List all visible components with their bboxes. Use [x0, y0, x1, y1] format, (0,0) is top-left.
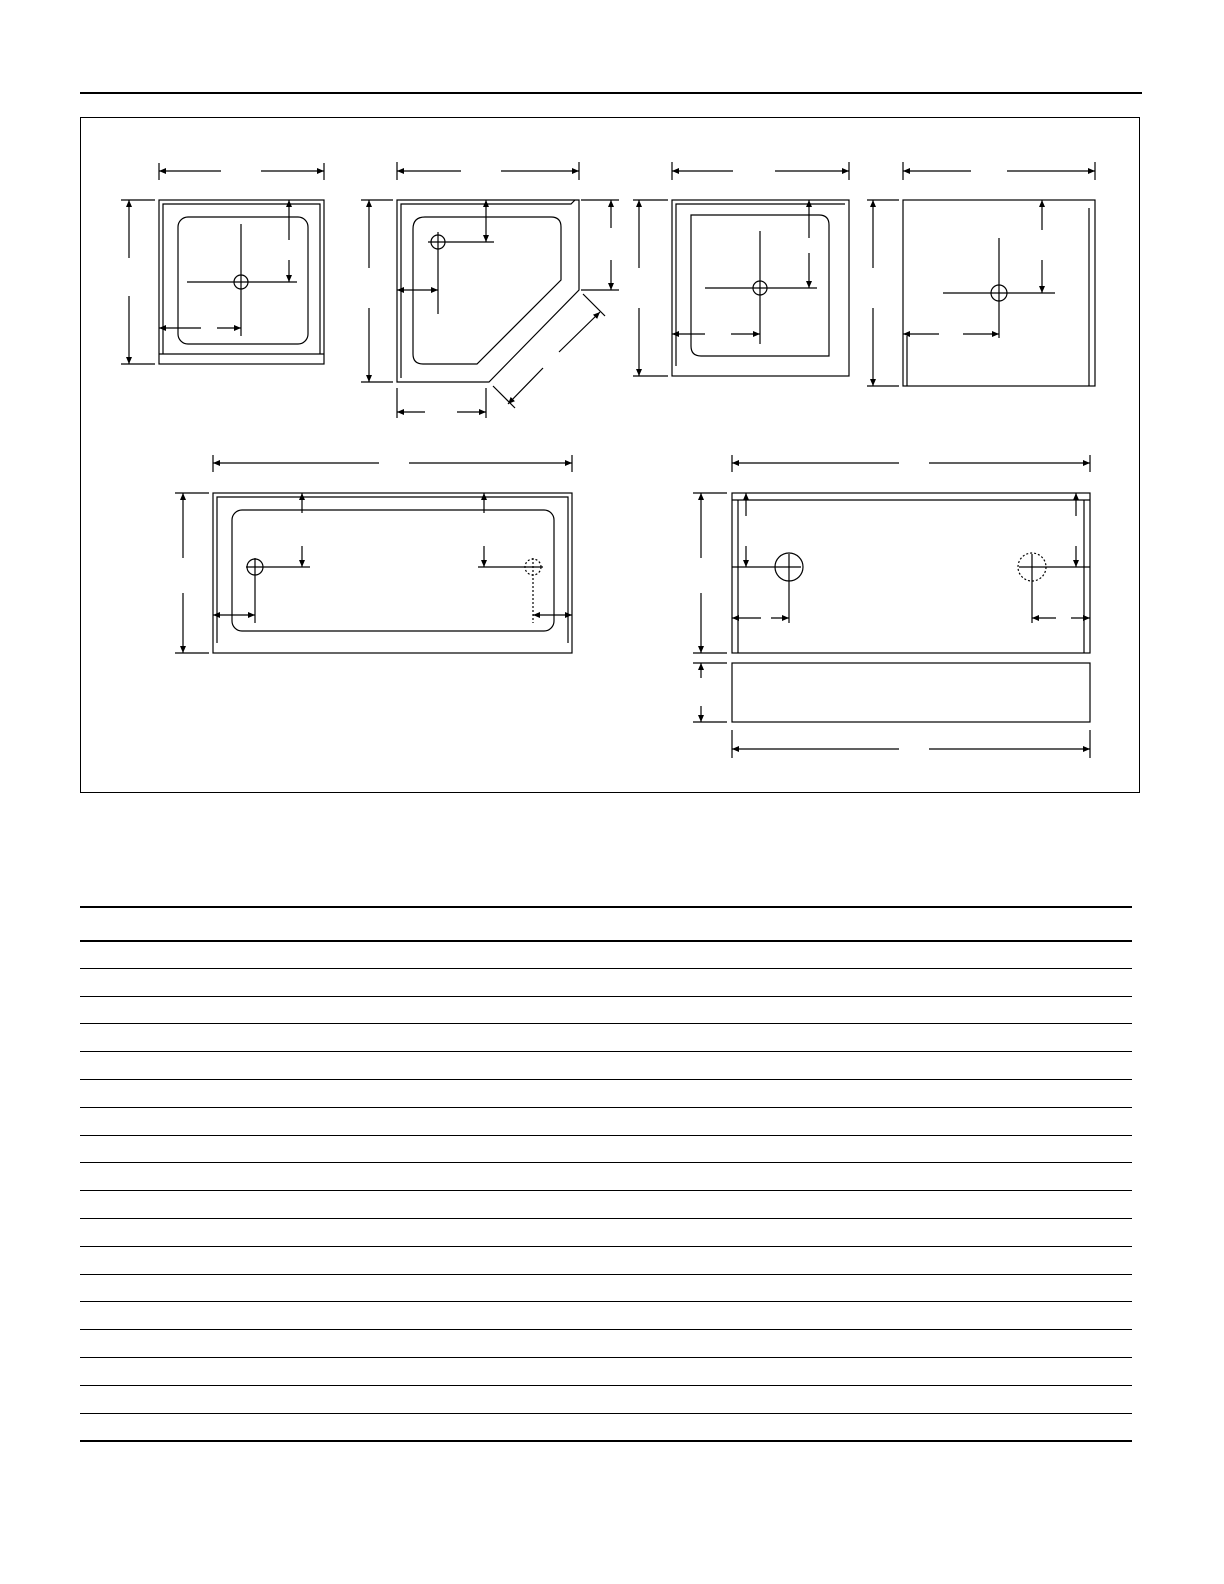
- table-header-rule: [80, 940, 1132, 942]
- table-row: [80, 968, 1132, 969]
- table-row: [80, 1246, 1132, 1247]
- table-row: [80, 1329, 1132, 1330]
- header-rule: [80, 92, 1142, 94]
- dimension-drawings-panel: [80, 117, 1140, 793]
- table-row: [80, 1190, 1132, 1191]
- table-top-rule: [80, 906, 1132, 908]
- table-row: [80, 1357, 1132, 1358]
- rectangular-threshold-base-drawing: [693, 455, 1090, 758]
- table-row: [80, 1162, 1132, 1163]
- table-row: [80, 1135, 1132, 1136]
- table-row: [80, 996, 1132, 997]
- square-base-drawing: [121, 163, 324, 364]
- neo-angle-base-drawing: [361, 162, 619, 418]
- dimension-drawings: [81, 118, 1141, 794]
- table-row: [80, 1274, 1132, 1275]
- square-corner-base-drawing: [633, 162, 849, 376]
- rectangular-base-drawing: [175, 455, 572, 653]
- table-row: [80, 1079, 1132, 1080]
- table-row: [80, 1107, 1132, 1108]
- table-row: [80, 1218, 1132, 1219]
- table-row: [80, 1023, 1132, 1024]
- square-threshold-base-drawing: [867, 162, 1095, 386]
- table-row: [80, 1385, 1132, 1386]
- table-bottom-rule: [80, 1440, 1132, 1442]
- table-row: [80, 1051, 1132, 1052]
- table-row: [80, 1413, 1132, 1414]
- table-row: [80, 1301, 1132, 1302]
